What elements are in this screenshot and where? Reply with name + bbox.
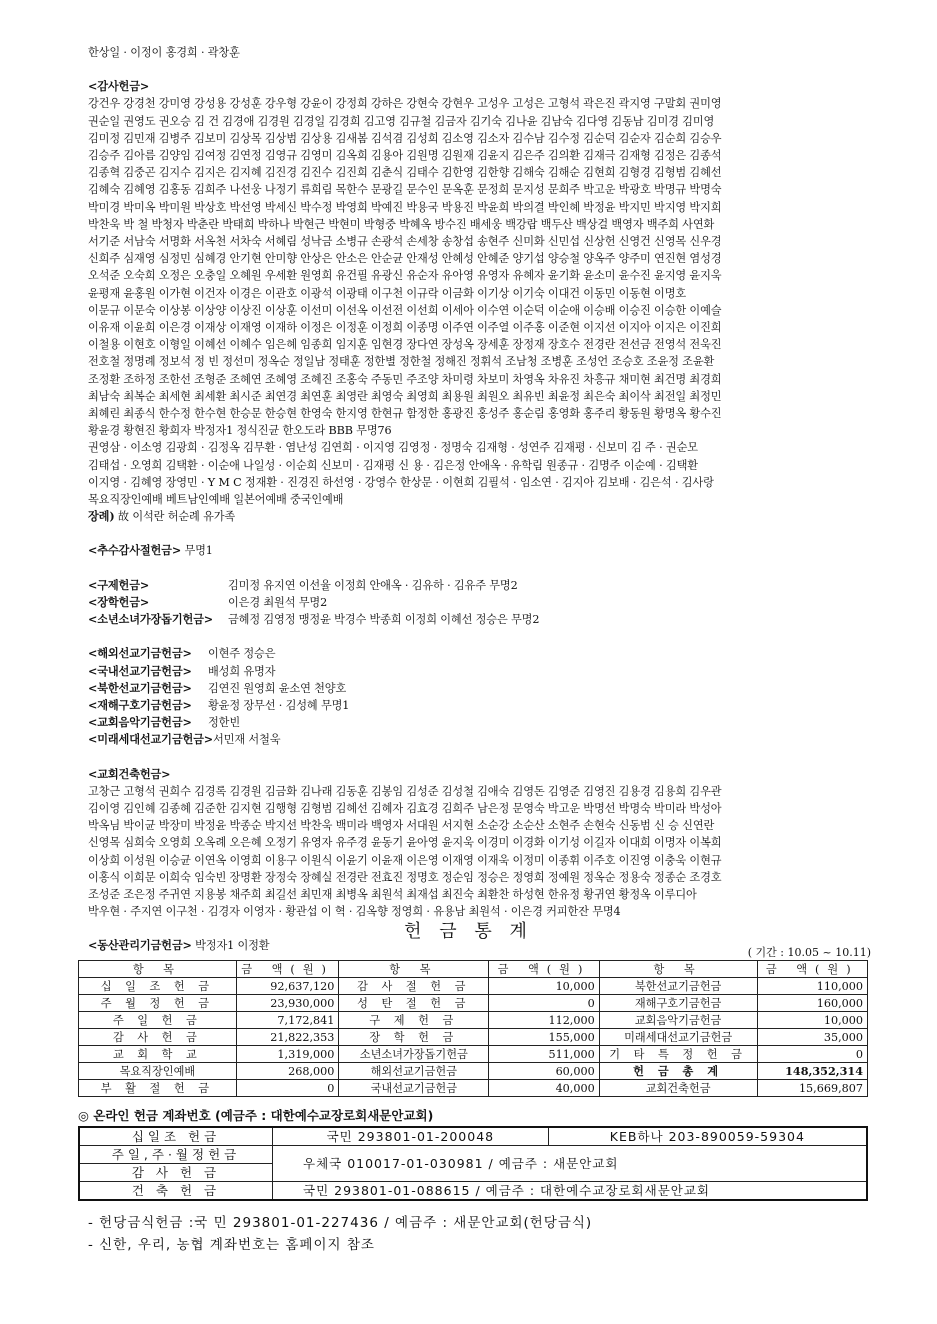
fund-names: 김미정 유지연 이선율 이정희 안애옥 · 김유하 · 김유주 무명2 [228, 578, 518, 592]
chuseok-section [88, 542, 878, 559]
stats-row [79, 978, 868, 995]
stats-item-cell: 교회건축헌금 [599, 1080, 757, 1097]
account-value-keb: KEB하나 203-890059-59304 [548, 1127, 867, 1146]
thanks-offering-section [88, 78, 878, 525]
fund-title: <미래세대선교기금헌금> [88, 732, 214, 747]
accounts-table [78, 1126, 868, 1201]
note-line: - 신한, 우리, 농협 계좌번호는 홈페이지 참조 [88, 1237, 375, 1253]
name-line: 이철용 이현호 이형일 이혜선 이혜수 임은혜 임종희 임지훈 임현경 장다연 장성옥 장세훈 장정재 장호수 전경란 전선금 전영석 전욱진 [88, 338, 722, 352]
fund-row [88, 594, 878, 611]
stats-amount-cell: 15,669,807 [757, 1080, 867, 1097]
name-line: 신희주 심재영 심정민 심혜경 안기현 안미향 안상은 안소은 안순균 안재성 안혜성 안혜준 양기섭 양승철 양옥주 양주미 연진현 염성경 [88, 252, 722, 266]
stats-amount-cell: 21,822,353 [236, 1029, 339, 1046]
name-line: 윤평재 윤홍원 이가현 이건자 이경은 이관호 이광석 이광태 이구천 이규락 이금화 이기상 이기숙 이대건 이동민 이동현 이명호 [88, 286, 687, 300]
fund-title: <소년소녀가장돕기헌금> [88, 612, 214, 627]
name-line: 박미경 박미옥 박미원 박상호 박선영 박세신 박수정 박영희 박예진 박용국 박용진 박윤희 박의결 박인혜 박정윤 박지민 박지영 박지희 [88, 200, 722, 214]
account-row-weekly [79, 1146, 867, 1164]
relief-scholarship-section [88, 577, 878, 629]
stats-amount-cell: 7,172,841 [236, 1012, 339, 1029]
name-line: 김승주 김아름 김양임 김여정 김연정 김영규 김영미 김옥희 김용아 김원명 김원재 김윤지 김은주 김의환 김재극 김재형 김정은 김종석 [88, 149, 722, 163]
fund-names: 이은경 최원석 무명2 [228, 595, 328, 609]
name-line: 신영목 심희숙 오영희 오옥례 오은혜 오정기 유영자 유주경 윤동기 윤아영 윤지욱 이경미 이경화 이기성 이길자 이대희 이명자 이복희 [88, 836, 722, 850]
stats-header-cell: 항 목 [79, 961, 237, 978]
account-label-building: 건 축 헌 금 [79, 1182, 273, 1201]
building-offering-title: <교회건축헌금> [88, 766, 171, 781]
offering-stats-table [78, 960, 868, 1097]
account-notes [88, 1212, 592, 1256]
name-line: 박찬욱 박 철 박청자 박춘란 박태희 박하나 박현근 박현미 박형중 박혜옥 방수진 배세웅 백강랍 백두산 백상걸 백영자 백주희 사연화 [88, 217, 715, 231]
stats-amount-cell: 40,000 [489, 1080, 599, 1097]
stats-item-cell: 재해구호기금헌금 [599, 995, 757, 1012]
stats-item-cell: 기 타 특 정 헌 금 [599, 1046, 757, 1063]
fund-names: 김연진 원영희 윤소연 천양호 [208, 681, 347, 695]
stats-header-cell: 금 액(원) [489, 961, 599, 978]
stats-amount-cell: 0 [757, 1046, 867, 1063]
name-line: 박옥님 박이균 박장미 박정윤 박종순 박지선 박찬욱 백미라 백영자 서대원 서지현 소순강 소순산 소현주 손현숙 신동범 신 승 신연란 [88, 819, 715, 833]
stats-item-cell: 해외선교기금헌금 [339, 1063, 489, 1080]
fund-row [88, 645, 878, 662]
stats-header-cell: 항 목 [599, 961, 757, 978]
name-line: 이상희 이성원 이승균 이연옥 이영희 이용구 이원식 이윤기 이윤재 이은영 이재영 이재욱 이정미 이종휘 이주호 이진영 이충욱 이현규 [88, 853, 722, 867]
stats-item-cell: 구 제 헌 금 [339, 1012, 489, 1029]
stats-row [79, 1046, 868, 1063]
stats-row [79, 1080, 868, 1097]
fund-names: 서민재 서철욱 [213, 733, 281, 747]
name-line: 이홍식 이희문 이희숙 임숙빈 장명환 장정숙 장혜실 전경란 전효진 정명호 정순임 정승은 정영희 정예원 정옥순 정용숙 정종순 조경호 [88, 870, 722, 884]
accounts-title: ◎ 온라인 헌금 계좌번호 (예금주 : 대한예수교장로회새문안교회) [78, 1108, 434, 1123]
name-line: 김종혁 김중곤 김지수 김지은 김지혜 김진경 김진수 김진희 김춘식 김태수 김한영 김한향 김해숙 김해순 김현희 김형경 김형범 김혜선 [88, 166, 722, 180]
funeral-text: 故 이석란 허순례 유가족 [114, 510, 236, 524]
stats-item-cell: 성 탄 절 헌 금 [339, 995, 489, 1012]
stats-amount-cell: 0 [489, 995, 599, 1012]
stats-item-cell: 교 회 학 교 [79, 1046, 237, 1063]
stats-amount-cell: 155,000 [489, 1029, 599, 1046]
name-line: 목요직장인예배 베트남인예배 일본어예배 중국인예배 [88, 493, 344, 507]
stats-header-cell: 금 액(원) [757, 961, 867, 978]
chuseok-names: 무명1 [184, 544, 213, 558]
name-line: 권영삼 · 이소영 김광희 · 김정옥 김무환 · 염난성 김연희 · 이지영 김영정 · 정명숙 김재형 · 성연주 김재평 · 신보미 김 주 · 권순모 [88, 441, 698, 455]
stats-item-cell: 북한선교기금헌금 [599, 978, 757, 995]
stats-item-cell: 소년소녀가장돕기헌금 [339, 1046, 489, 1063]
stats-amount-cell: 112,000 [489, 1012, 599, 1029]
name-line: 서기준 서남숙 서명화 서옥천 서차숙 서혜림 성낙금 소병규 손광석 손세창 송창섭 송현주 신미화 신민섭 신상헌 신영건 신영목 신우경 [88, 235, 722, 249]
fund-names: 배성희 유명자 [208, 664, 276, 678]
fund-title: <북한선교기금헌금> [88, 680, 192, 695]
stats-period: ( 기간 : 10.05 ~ 10.11) [747, 946, 871, 959]
thanks-offering-title: <감사헌금> [88, 79, 150, 94]
stats-title: 헌 금 통 계 [404, 921, 533, 942]
offering-list [88, 44, 878, 955]
account-row-tithe [79, 1127, 867, 1146]
stats-row [79, 1063, 868, 1080]
fund-row [88, 663, 878, 680]
stats-item-cell: 국내선교기금헌금 [339, 1080, 489, 1097]
fund-names: 이현주 정승은 [208, 647, 276, 661]
fund-title: <교회음악기금헌금> [88, 715, 192, 730]
stats-header-cell: 항 목 [339, 961, 489, 978]
account-value-post: 우체국 010017-01-030981 / 예금주 : 새문안교회 [273, 1146, 868, 1182]
stats-header-row [79, 961, 868, 978]
name-line: 황윤경 황현진 황희자 박정자1 정식진균 한오도라 BBB 무명76 [88, 424, 392, 438]
funeral-label: 장례) [88, 509, 115, 524]
fund-names: 금혜정 김영정 맹정윤 박경수 박종희 이정희 이혜선 정승은 무명2 [228, 613, 540, 627]
fund-title: <재해구호기금헌금> [88, 697, 192, 712]
stats-item-cell: 미래세대선교기금헌금 [599, 1029, 757, 1046]
fund-row [88, 714, 878, 731]
fund-row [88, 611, 878, 628]
chuseok-title: <추수감사절헌금> [88, 543, 182, 558]
stats-item-cell: 감 사 절 헌 금 [339, 978, 489, 995]
stats-row [79, 995, 868, 1012]
account-value-kookmin: 국민 293801-01-200048 [273, 1127, 549, 1146]
name-line: 김혜숙 김혜영 김홍동 김희주 나선웅 나정기 류희림 목한수 문광길 문수인 문옥훈 문정희 문지성 문희주 박고운 박광호 박명규 박명숙 [88, 183, 722, 197]
stats-amount-cell: 0 [236, 1080, 339, 1097]
stats-amount-cell: 23,930,000 [236, 995, 339, 1012]
name-line: 조성준 조은정 주귀연 지용봉 채주희 최길선 최민재 최병옥 최원석 최재섭 최진숙 최환찬 하성현 한유정 황귀연 황정옥 이루디아 [88, 887, 697, 901]
stats-amount-cell: 10,000 [489, 978, 599, 995]
fund-title: <장학헌금> [88, 594, 150, 609]
account-label-thanks: 감 사 헌 금 [79, 1164, 273, 1182]
stats-item-cell: 주 일 헌 금 [79, 1012, 237, 1029]
stats-amount-cell: 148,352,314 [757, 1063, 867, 1080]
stats-amount-cell: 511,000 [489, 1046, 599, 1063]
stats-amount-cell: 60,000 [489, 1063, 599, 1080]
fund-row [88, 697, 878, 714]
name-line: 오석준 오숙희 오정은 오충일 오혜원 우세환 원영희 유건필 유광신 유순자 유아영 유영자 유혜자 윤기화 윤소미 윤수진 윤지영 윤지욱 [88, 269, 722, 283]
stats-item-cell: 장 학 헌 금 [339, 1029, 489, 1046]
name-line: 김태섭 · 오영희 김택환 · 이순애 나일성 · 이순희 신보미 · 김재평 신 용 · 김은정 안애옥 · 유학림 원종규 · 김명주 이순예 · 김택환 [88, 458, 698, 472]
property-title: <동산관리기금헌금> [88, 938, 192, 953]
building-offering-section [88, 766, 878, 921]
account-label-weekly: 주일,주·월정헌금 [79, 1146, 273, 1164]
account-row-building [79, 1182, 867, 1201]
stats-item-cell: 십 일 조 헌 금 [79, 978, 237, 995]
stats-amount-cell: 92,637,120 [236, 978, 339, 995]
stats-amount-cell: 160,000 [757, 995, 867, 1012]
stats-item-cell: 목요직장인예배 [79, 1063, 237, 1080]
account-value-building: 국민 293801-01-088615 / 예금주 : 대한예수교장로회새문안교회 [273, 1182, 868, 1201]
name-line: 고창근 고형석 권희수 김경록 김경원 김금화 김나래 김동훈 김봉임 김성준 김성철 김애숙 김영돈 김영준 김영진 김용경 김용희 김우관 [88, 784, 722, 798]
fund-row [88, 731, 878, 748]
name-line: 김미정 김민재 김병주 김보미 김상목 김상범 김상용 김새봄 김석겸 김성희 김소영 김소자 김수남 김수정 김순덕 김순자 김순희 김승우 [88, 131, 722, 145]
top-names-line: 한상일 · 이정이 홍경희 · 곽창훈 [88, 46, 240, 59]
mission-funds-section [88, 645, 878, 748]
name-line: 이지영 · 김혜영 장영민 · Y M C 정재환 · 진경진 하선영 · 강영수 한상문 · 이현희 김필석 · 임소연 · 김지아 김보배 · 김은석 · 김사랑 [88, 475, 714, 489]
stats-amount-cell: 35,000 [757, 1029, 867, 1046]
fund-title: <해외선교기금헌금> [88, 646, 192, 661]
name-line: 이문규 이문숙 이상봉 이상양 이상진 이상훈 이선미 이선옥 이선전 이선희 이세아 이수연 이순덕 이순애 이승배 이승진 이승한 이예슬 [88, 303, 722, 317]
stats-item-cell: 교회음악기금헌금 [599, 1012, 757, 1029]
stats-header-cell: 금 액(원) [236, 961, 339, 978]
stats-amount-cell: 1,319,000 [236, 1046, 339, 1063]
stats-body [79, 978, 868, 1097]
stats-amount-cell: 110,000 [757, 978, 867, 995]
stats-row [79, 1029, 868, 1046]
name-line: 최남숙 최복순 최세현 최세환 최시준 최연경 최연훈 최영란 최영숙 최영희 최용원 최원오 최유빈 최윤정 최은숙 최이삭 최전일 최정민 [88, 389, 722, 403]
name-line: 최혜린 최종식 한수정 한수현 한승문 한승현 한영숙 한지영 한현규 함정한 홍광진 홍성주 홍순림 홍영화 홍주리 황동원 황명옥 황수진 [88, 407, 722, 421]
thanks-offering-names [88, 95, 878, 508]
property-names: 박정자1 이정환 [195, 939, 270, 953]
stats-item-cell: 부 활 절 헌 금 [79, 1080, 237, 1097]
stats-item-cell: 헌 금 총 계 [599, 1063, 757, 1080]
account-label-tithe: 십일조 헌금 [79, 1127, 273, 1146]
name-line: 조정환 조하정 조한선 조형준 조혜연 조혜영 조혜진 조홍숙 주동민 주조양 차미령 차보미 차영옥 차유진 차흥규 채미현 최건명 최경희 [88, 372, 722, 386]
fund-row [88, 680, 878, 697]
name-line: 전호철 정명례 정보석 정 빈 정선미 정옥순 정일남 정태훈 정한별 정한철 정해진 정휘석 조남청 조병훈 조성언 조승호 조윤정 조윤환 [88, 355, 715, 369]
stats-row [79, 1012, 868, 1029]
name-line: 이유재 이윤희 이은경 이재상 이재영 이재하 이정은 이정훈 이정희 이종명 이주연 이주열 이주홍 이준현 이지선 이지아 이지은 이진희 [88, 321, 722, 335]
funeral-memo [88, 508, 878, 525]
stats-item-cell: 감 사 헌 금 [79, 1029, 237, 1046]
name-line: 강건우 강경천 강미영 강성용 강성훈 강우형 강윤이 강정희 강하은 강현숙 강현우 고성우 고성은 고형석 곽은진 곽지영 구말회 권미영 [88, 97, 722, 111]
fund-names: 정한빈 [208, 716, 240, 730]
stats-item-cell: 주 월 정 헌 금 [79, 995, 237, 1012]
fund-row [88, 577, 878, 594]
stats-amount-cell: 10,000 [757, 1012, 867, 1029]
stats-amount-cell: 268,000 [236, 1063, 339, 1080]
fund-names: 황윤정 장무선 · 김성혜 무명1 [208, 698, 350, 712]
name-line: 박우현 · 주지연 이구천 · 김경자 이영자 · 황관섭 이 혁 · 김옥향 정영희 · 유용남 최원석 · 이은경 커피한잔 무명4 [88, 905, 621, 919]
building-offering-names [88, 783, 878, 921]
name-line: 김이영 김인혜 김종혜 김준한 김지현 김행형 김형범 김혜선 김혜자 김효경 김희주 남은정 문영숙 박고운 박명선 박명숙 박미라 박성아 [88, 801, 722, 815]
name-line: 권순일 권영도 권오승 김 건 김경애 김경원 김경일 김경희 김고영 김규철 김금자 김기숙 김나윤 김남숙 김다영 김동남 김미경 김미영 [88, 114, 715, 128]
note-line: - 헌당금식헌금 :국 민 293801-01-227436 / 예금주 : 새문안교회(헌당금식) [88, 1215, 593, 1231]
fund-title: <국내선교기금헌금> [88, 663, 192, 678]
fund-title: <구제헌금> [88, 577, 150, 592]
